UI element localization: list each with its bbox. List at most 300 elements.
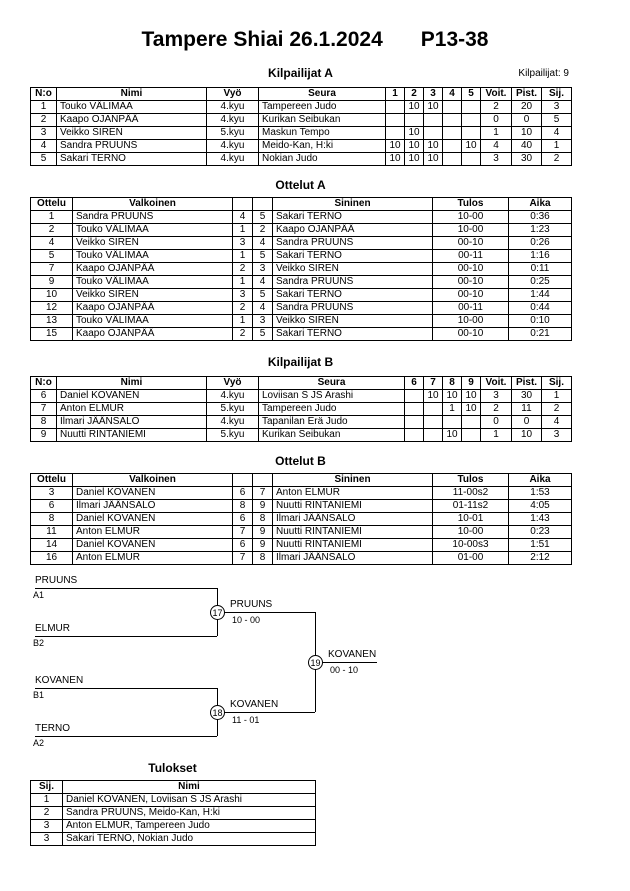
competitor-belt: 4.kyu [207,390,259,403]
competitor-club: Nokian Judo [259,153,386,166]
match-score-cell: 10 [462,390,481,403]
match-score-cell [443,101,462,114]
white-competitor: Touko VÄLIMAA [73,250,233,263]
competitor-place: 2 [542,153,572,166]
pool-b-heading [30,355,571,370]
matches-b-title: Ottelut B [275,454,326,468]
match-result: 00-10 [433,328,509,341]
competitor-points: 10 [512,429,542,442]
match-number: 16 [31,552,73,565]
pool-a-title: Kilpailijat A [268,66,333,80]
final-bracket [30,575,571,753]
match-score-cell [443,416,462,429]
bracket-line [35,636,217,637]
match-number: 15 [31,328,73,341]
blue-number: 8 [253,513,273,526]
match-score-cell [424,127,443,140]
blue-number: 9 [253,500,273,513]
competitor-place: 5 [542,114,572,127]
competitor-row [31,416,572,429]
white-competitor: Daniel KOVANEN [73,487,233,500]
match-time: 0:26 [509,237,572,250]
competitor-place: 1 [542,390,572,403]
result-name: Anton ELMUR, Tampereen Judo [63,820,316,833]
white-competitor: Touko VÄLIMAA [73,315,233,328]
blue-number: 2 [253,224,273,237]
blue-competitor: Sandra PRUUNS [273,276,433,289]
match-number: 13 [31,315,73,328]
semifinal-2-winner: KOVANEN [230,699,279,710]
bracket-line [217,712,315,713]
match-score-cell: 1 [443,403,462,416]
competitor-row [31,390,572,403]
white-number: 6 [233,539,253,552]
match-time: 0:21 [509,328,572,341]
white-number: 7 [233,552,253,565]
bracket-line [315,662,377,663]
competitor-wins: 4 [481,140,512,153]
match-result: 11-00s2 [433,487,509,500]
blue-competitor: Nuutti RINTANIEMI [273,500,433,513]
white-competitor: Veikko SIREN [73,289,233,302]
white-number: 1 [233,250,253,263]
blue-competitor: Anton ELMUR [273,487,433,500]
blue-number: 5 [253,328,273,341]
blue-competitor: Veikko SIREN [273,263,433,276]
match-score-cell [386,101,405,114]
competitor-number: 6 [31,390,57,403]
match-number: 5 [31,250,73,263]
match-score-cell [443,114,462,127]
white-competitor: Anton ELMUR [73,526,233,539]
white-competitor: Touko VÄLIMAA [73,224,233,237]
competitor-row [31,403,572,416]
competitor-wins: 1 [481,127,512,140]
competitor-place: 3 [542,429,572,442]
white-number: 2 [233,302,253,315]
competitor-points: 30 [512,390,542,403]
match-time: 1:53 [509,487,572,500]
blue-number: 3 [253,315,273,328]
match-result: 00-10 [433,237,509,250]
competitor-row [31,114,572,127]
blue-number: 7 [253,487,273,500]
col-belt: Vyö [207,88,259,101]
competitor-name: Touko VÄLIMAA [57,101,207,114]
matches-a-header-row [31,198,572,211]
match-score-cell: 10 [386,140,405,153]
result-row [31,794,316,807]
competitor-number: 5 [31,153,57,166]
blue-competitor: Sandra PRUUNS [273,237,433,250]
match-score-cell: 10 [424,390,443,403]
col-result: Tulos [433,198,509,211]
match-score-cell [405,416,424,429]
bracket-line [217,612,315,613]
col-name: Nimi [63,781,316,794]
match-number: 10 [31,289,73,302]
col-no: N:o [31,88,57,101]
blue-competitor: Sakari TERNO [273,250,433,263]
white-competitor: Veikko SIREN [73,237,233,250]
pool-b-table [30,376,572,442]
competitor-row [31,101,572,114]
white-competitor: Ilmari JÄÄNSALO [73,500,233,513]
page-title [0,28,630,52]
competitor-club: Kurikan Seibukan [259,114,386,127]
match-row [31,539,572,552]
competitor-wins: 0 [481,114,512,127]
white-competitor: Anton ELMUR [73,552,233,565]
results-header-row [31,781,316,794]
match-result: 00-11 [433,302,509,315]
match-score-cell: 10 [424,153,443,166]
match-score-cell: 10 [405,101,424,114]
match-score-cell [462,114,481,127]
match-score-cell [424,429,443,442]
blue-competitor: Sakari TERNO [273,289,433,302]
match-number: 6 [31,500,73,513]
match-score-cell: 10 [405,140,424,153]
blue-competitor: Sakari TERNO [273,328,433,341]
blue-number: 4 [253,302,273,315]
results-table [30,780,316,846]
match-row [31,263,572,276]
white-number: 1 [233,315,253,328]
competitor-belt: 4.kyu [207,140,259,153]
col-match-3: 3 [424,88,443,101]
match-number: 14 [31,539,73,552]
col-white: Valkoinen [73,198,233,211]
final-winner: KOVANEN [328,649,377,660]
competitor-number: 1 [31,101,57,114]
competitor-points: 40 [512,140,542,153]
match-time: 0:25 [509,276,572,289]
match-number: 4 [31,237,73,250]
competitor-belt: 5.kyu [207,403,259,416]
competitor-number: 2 [31,114,57,127]
competitor-points: 11 [512,403,542,416]
col-match-5: 5 [462,88,481,101]
bracket-line [35,688,217,689]
blue-competitor: Veikko SIREN [273,315,433,328]
match-number: 7 [31,263,73,276]
match-score-cell [386,114,405,127]
bracket-entry-name: PRUUNS [35,575,78,586]
col-blue-number [253,474,273,487]
competitor-count-label: Kilpailijat: 9 [518,68,569,79]
col-match-8: 8 [443,377,462,390]
competitor-row [31,153,572,166]
match-score-cell [424,114,443,127]
match-number: 9 [31,276,73,289]
final-score: 00 - 10 [330,665,359,675]
match-result: 10-00 [433,526,509,539]
white-number: 3 [233,289,253,302]
competitor-club: Meido-Kan, H:ki [259,140,386,153]
result-place: 3 [31,820,63,833]
blue-competitor: Sakari TERNO [273,211,433,224]
match-row [31,513,572,526]
col-blue: Sininen [273,198,433,211]
semifinal-1-winner: PRUUNS [230,599,273,610]
competitor-wins: 1 [481,429,512,442]
matches-b-header-row [31,474,572,487]
match-row [31,289,572,302]
match-row [31,276,572,289]
match-score-cell [462,429,481,442]
competitor-points: 0 [512,416,542,429]
competitor-belt: 4.kyu [207,114,259,127]
competitor-number: 9 [31,429,57,442]
competitor-place: 3 [542,101,572,114]
col-no: N:o [31,377,57,390]
result-row [31,807,316,820]
competitor-points: 30 [512,153,542,166]
col-white-number [233,474,253,487]
competitor-number: 7 [31,403,57,416]
blue-number: 5 [253,250,273,263]
col-name: Nimi [57,88,207,101]
col-match-6: 6 [405,377,424,390]
white-competitor: Kaapo OJANPÄÄ [73,263,233,276]
col-time: Aika [509,474,572,487]
match-result: 01-11s2 [433,500,509,513]
match-time: 0:23 [509,526,572,539]
match-number: 11 [31,526,73,539]
bracket-line [35,736,217,737]
final-match-number: 19 [308,655,323,670]
match-row [31,315,572,328]
white-number: 3 [233,237,253,250]
category-label: P13-38 [420,28,489,51]
col-wins: Voit. [481,377,512,390]
match-result: 00-11 [433,250,509,263]
match-score-cell [443,153,462,166]
match-score-cell [443,140,462,153]
match-result: 10-00 [433,211,509,224]
match-score-cell [462,416,481,429]
competitor-place: 4 [542,416,572,429]
match-row [31,328,572,341]
competitor-name: Anton ELMUR [57,403,207,416]
pool-a-header-row [31,88,572,101]
match-time: 1:43 [509,513,572,526]
match-time: 1:23 [509,224,572,237]
result-row [31,820,316,833]
match-score-cell [405,114,424,127]
match-time: 2:12 [509,552,572,565]
match-score-cell: 10 [386,153,405,166]
competitor-place: 4 [542,127,572,140]
result-place: 3 [31,833,63,846]
competitor-name: Kaapo OJANPÄÄ [57,114,207,127]
blue-number: 3 [253,263,273,276]
matches-b-table [30,473,572,565]
blue-competitor: Ilmari JÄÄNSALO [273,513,433,526]
col-match-7: 7 [424,377,443,390]
match-time: 0:36 [509,211,572,224]
match-result: 01-00 [433,552,509,565]
competitor-points: 0 [512,114,542,127]
col-match-9: 9 [462,377,481,390]
match-number: 2 [31,224,73,237]
match-score-cell [386,127,405,140]
competitor-place: 1 [542,140,572,153]
blue-number: 4 [253,237,273,250]
blue-number: 5 [253,289,273,302]
col-time: Aika [509,198,572,211]
col-match-no: Ottelu [31,474,73,487]
tournament-title: Tampere Shiai 26.1.2024 [141,28,383,51]
match-result: 00-10 [433,276,509,289]
match-score-cell [405,403,424,416]
bracket-entry-name: KOVANEN [35,675,84,686]
match-time: 1:44 [509,289,572,302]
match-row [31,500,572,513]
white-number: 1 [233,224,253,237]
semifinal-1-score: 10 - 00 [232,615,261,625]
col-blue-number [253,198,273,211]
competitor-wins: 2 [481,101,512,114]
col-place: Sij. [31,781,63,794]
blue-competitor: Nuutti RINTANIEMI [273,526,433,539]
match-score-cell: 10 [443,429,462,442]
white-competitor: Daniel KOVANEN [73,539,233,552]
competitor-belt: 4.kyu [207,416,259,429]
blue-competitor: Nuutti RINTANIEMI [273,539,433,552]
col-result: Tulos [433,474,509,487]
match-time: 1:51 [509,539,572,552]
competitor-name: Ilmari JÄÄNSALO [57,416,207,429]
competitor-row [31,127,572,140]
bracket-seed-label: A1 [33,590,45,600]
competitor-club: Tampereen Judo [259,403,405,416]
competitor-place: 2 [542,403,572,416]
bracket-seed-label: B1 [33,690,45,700]
match-score-cell: 10 [424,101,443,114]
matches-a-title: Ottelut A [275,178,326,192]
competitor-club: Maskun Tempo [259,127,386,140]
match-number: 1 [31,211,73,224]
match-row [31,526,572,539]
competitor-points: 20 [512,101,542,114]
competitor-club: Tampereen Judo [259,101,386,114]
result-place: 2 [31,807,63,820]
match-time: 0:44 [509,302,572,315]
match-score-cell: 10 [405,127,424,140]
col-match-2: 2 [405,88,424,101]
match-time: 4:05 [509,500,572,513]
competitor-points: 10 [512,127,542,140]
competitor-name: Daniel KOVANEN [57,390,207,403]
competitor-belt: 4.kyu [207,153,259,166]
pool-b-title: Kilpailijat B [267,355,334,369]
blue-competitor: Kaapo OJANPÄÄ [273,224,433,237]
bracket-entry-name: ELMUR [35,623,71,634]
competitor-belt: 5.kyu [207,127,259,140]
competitor-belt: 5.kyu [207,429,259,442]
competitor-row [31,140,572,153]
semifinal-1-match-number: 17 [210,605,225,620]
match-score-cell [424,416,443,429]
match-score-cell [462,127,481,140]
match-row [31,250,572,263]
competitor-wins: 0 [481,416,512,429]
col-match-no: Ottelu [31,198,73,211]
results-title: Tulokset [148,761,197,775]
competitor-number: 8 [31,416,57,429]
match-score-cell: 10 [443,390,462,403]
match-time: 0:11 [509,263,572,276]
match-row [31,211,572,224]
bracket-entry-name: TERNO [35,723,70,734]
match-result: 10-00 [433,224,509,237]
result-row [31,833,316,846]
competitor-name: Sandra PRUUNS [57,140,207,153]
white-number: 6 [233,487,253,500]
white-competitor: Daniel KOVANEN [73,513,233,526]
match-number: 8 [31,513,73,526]
competitor-club: Loviisan S JS Arashi [259,390,405,403]
match-number: 12 [31,302,73,315]
result-place: 1 [31,794,63,807]
white-number: 4 [233,211,253,224]
white-number: 6 [233,513,253,526]
semifinal-2-match-number: 18 [210,705,225,720]
pool-b-header-row [31,377,572,390]
result-name: Sandra PRUUNS, Meido-Kan, H:ki [63,807,316,820]
match-score-cell [405,390,424,403]
col-blue: Sininen [273,474,433,487]
match-result: 10-01 [433,513,509,526]
bracket-seed-label: B2 [33,638,45,648]
white-number: 8 [233,500,253,513]
col-place: Sij. [542,377,572,390]
col-name: Nimi [57,377,207,390]
match-score-cell: 10 [462,140,481,153]
match-time: 1:16 [509,250,572,263]
match-score-cell [405,429,424,442]
match-score-cell: 10 [462,403,481,416]
col-match-4: 4 [443,88,462,101]
col-points: Pist. [512,377,542,390]
white-competitor: Sandra PRUUNS [73,211,233,224]
match-score-cell: 10 [424,140,443,153]
pool-a-heading [30,66,571,81]
blue-number: 5 [253,211,273,224]
blue-number: 8 [253,552,273,565]
competitor-name: Nuutti RINTANIEMI [57,429,207,442]
matches-a-table [30,197,572,341]
competitor-wins: 3 [481,390,512,403]
match-score-cell [462,153,481,166]
match-score-cell [424,403,443,416]
competitor-club: Kurikan Seibukan [259,429,405,442]
pool-a-table [30,87,572,166]
col-white-number [233,198,253,211]
match-result: 00-10 [433,263,509,276]
competitor-row [31,429,572,442]
white-number: 1 [233,276,253,289]
blue-number: 9 [253,539,273,552]
match-time: 0:10 [509,315,572,328]
col-white: Valkoinen [73,474,233,487]
white-number: 7 [233,526,253,539]
competitor-name: Sakari TERNO [57,153,207,166]
blue-competitor: Sandra PRUUNS [273,302,433,315]
col-wins: Voit. [481,88,512,101]
